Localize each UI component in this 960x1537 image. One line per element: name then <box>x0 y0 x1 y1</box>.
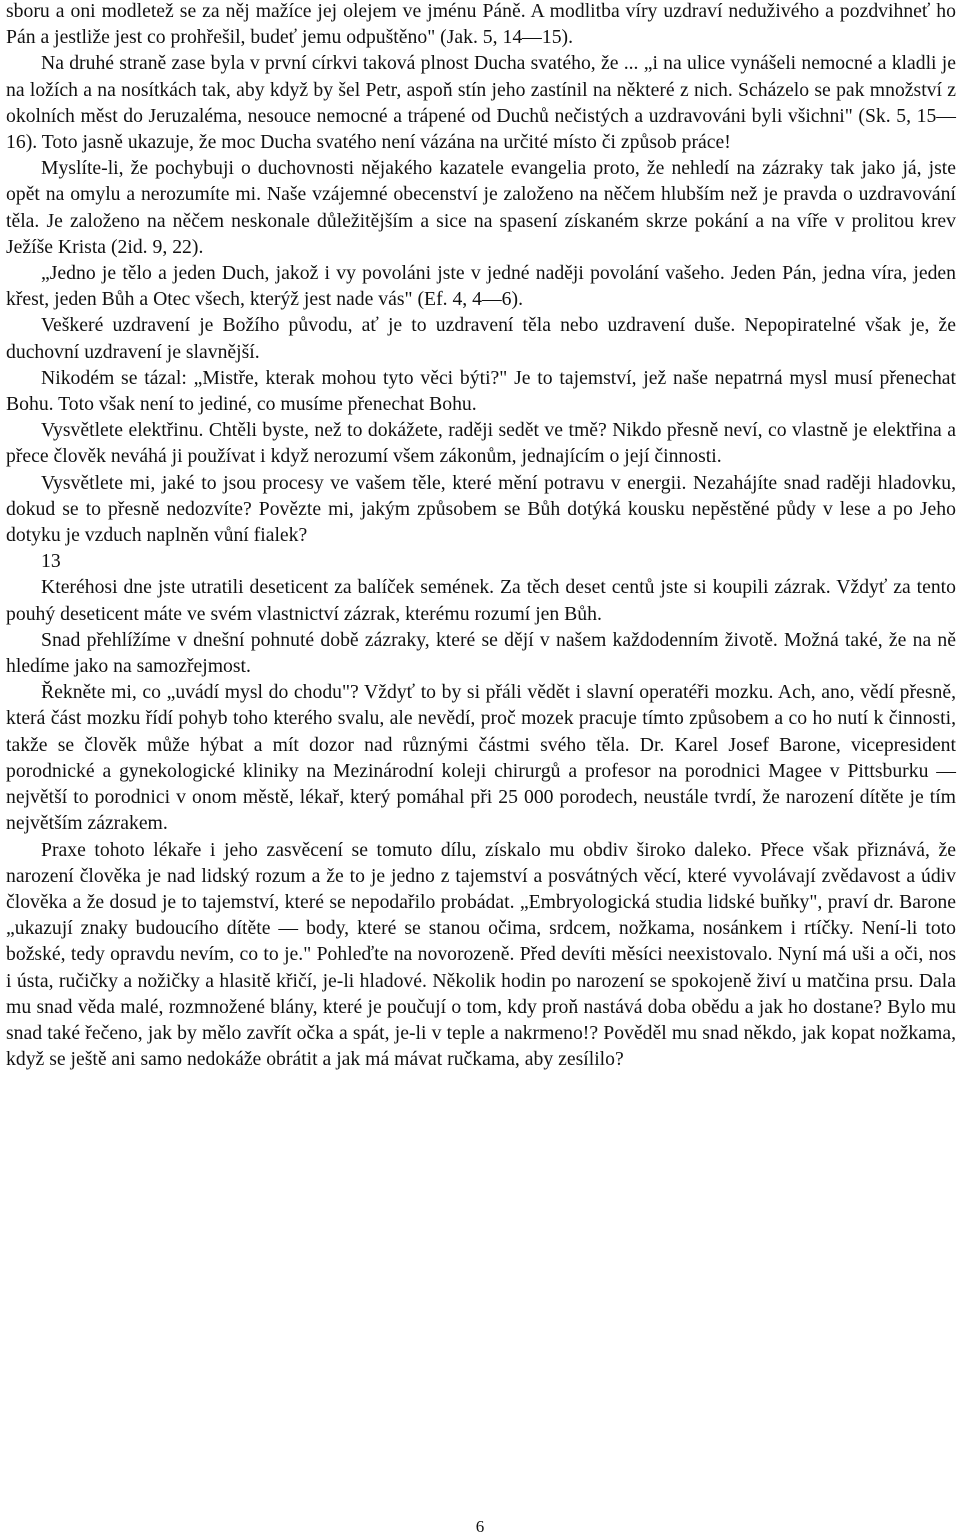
paragraph-1: sboru a oni modletež se za něj mažíce jej olejem ve jménu Páně. A modlitba víry uzdraví neduživého a pozdvihneť ho Pán a jestliže jest co prohřešil, budeť jemu odpuštěno" (Jak. 5, 14—15). <box>6 0 956 49</box>
inline-page-marker: 13 <box>41 550 61 573</box>
paragraph-9: Kteréhosi dne jste utratili deseticent za balíček semének. Za těch deset centů jste si koupili zázrak. Vždyť za tento pouhý deseticent máte ve svém vlastnictví zázrak, kterému rozumí jen Bůh. <box>6 576 956 625</box>
paragraph-7: Vysvětlete elektřinu. Chtěli byste, než to dokážete, raději sedět ve tmě? Nikdo přesně neví, co vlastně je elektřina a přece člověk neváhá ji používat i když nerozumí všem zákonům, jednajícím o její činnosti. <box>6 419 956 468</box>
paragraph-11: Řekněte mi, co „uvádí mysl do chodu"? Vždyť to by si přáli vědět i slavní operatéři mozku. Ach, ano, vědí přesně, která část mozku řídí pohyb toho kterého svalu, ale nevědí, proč mozek pracuje tímto způsobem a co ho nutí k činnosti, takže se člověk může hýbat a mít dozor nad různými částmi svého těla. Dr. Karel Josef Barone, vicepresident porodnické a gynekologické kliniky na Mezinárodní koleji chirurgů a profesor na porodnici Magee v Pittsburku — největší to porodnici v onom městě, lékař, který pomáhal při 25 000 porodech, neustále tvrdí, že narození dítěte je tím největším zázrakem. <box>6 681 956 835</box>
paragraph-6: Nikodém se tázal: „Mistře, kterak mohou tyto věci býti?" Je to tajemství, jež naše nepatrná mysl musí přenechat Bohu. Toto však není to jediné, co musíme přenechat Bohu. <box>6 366 956 416</box>
document-page <box>6 0 956 1072</box>
paragraph-4: „Jedno je tělo a jeden Duch, jakož i vy povoláni jste v jedné naději povolání vašeho. Jeden Pán, jedna víra, jeden křest, jeden Bůh a Otec všech, kterýž jest nade vás" (Ef. 4, 4—6). <box>6 262 956 311</box>
paragraph-12: Praxe tohoto lékaře i jeho zasvěcení se tomuto dílu, získalo mu obdiv široko daleko. Přece však přiznává, že narození člověka je nad lidský rozum a že to je jedno z tajemství a posvátných věcí, které vyvolávají zvědavost a údiv člověka a že dosud je to tajemství, které se nepodařilo probádat. „Embryologická studia lidské buňky", praví dr. Barone „ukazují znaky budoucího dítěte — body, které se stanou očima, srdcem, nožkama, nosánkem i rtíčky. Není-li toto božské, tedy opravdu nevím, co to je." Pohleďte na novorozeně. Před devíti měsíci neexistovalo. Nyní má uši a oči, nos i ústa, ručičky a nožičky a hlasitě křičí, je-li hladové. Několik hodin po narození se spokojeně živí u matčina prsu. Dala mu snad věda malé, rozmnožené blány, které je poučují o tom, kdy proň nastává doba obědu a jak ho dostane? Bylo mu snad také řečeno, jak by mělo zavřít očka a spát, je-li v teple a nakrmeno!? Pověděl mu snad někdo, jak kopat nožkama, když se ještě ani samo nedokáže obrátit a jak má mávat ručkama, aby zesílilo? <box>6 838 956 1071</box>
paragraph-10: Snad přehlížíme v dnešní pohnuté době zázraky, které se dějí v našem každodenním životě. Možná také, že na ně hledíme jako na samozřejmost. <box>6 628 956 678</box>
paragraph-5: Veškeré uzdravení je Božího původu, ať je to uzdravení těla nebo uzdravení duše. Nepopiratelné však je, že duchovní uzdravení je slavnější. <box>6 314 956 363</box>
page-number: 6 <box>475 1517 485 1536</box>
paragraph-8: Vysvětlete mi, jaké to jsou procesy ve vašem těle, které mění potravu v energii. Nezahájíte snad raději hladovku, dokud se to přesně nedozvíte? Povězte mi, jakým způsobem se Bůh dotýká kousku nepěstěné půdy v lese a po Jeho dotyku je vzduch naplněn vůní fialek? <box>6 471 956 547</box>
paragraph-3: Myslíte-li, že pochybuji o duchovnosti nějakého kazatele evangelia proto, že nehledí na zázraky tak jako já, jste opět na omylu a nerozumíte mi. Naše vzájemné obecenství je založeno na něčem hlubším než je pravda o uzdravování těla. Je založeno na něčem neskonale důležitějším a sice na spasení získaném skrze pokání a na víře v prolitou krev Ježíše Krista (2id. 9, 22). <box>6 157 956 258</box>
paragraph-2: Na druhé straně zase byla v první církvi taková plnost Ducha svatého, že ... „i na ulice vynášeli nemocné a kladli je na ložích a na nosítkách tak, aby když by šel Petr, aspoň stín jeho zastínil na některé z nich. Scházelo se pak množství z okolních měst do Jeruzaléma, nesouce nemocné a trápené od Duchů nečistých a uzdravováni byli všichni" (Sk. 5, 15—16). Toto jasně ukazuje, že moc Ducha svatého není vázána na určité místo či způsob práce! <box>6 52 956 154</box>
